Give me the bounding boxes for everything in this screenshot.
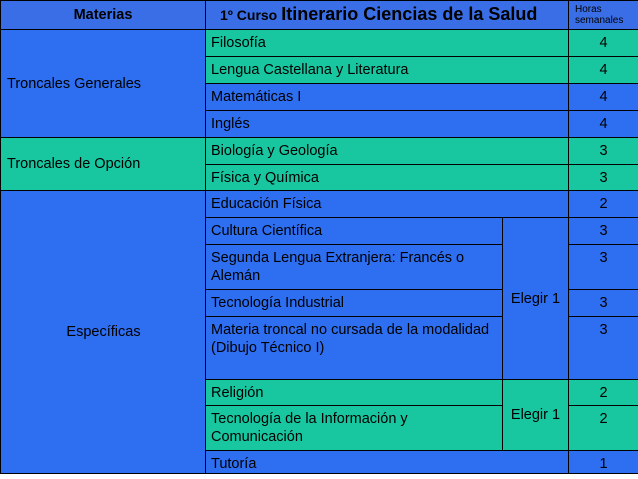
header-curso: 1º Curso [220, 7, 278, 23]
hours-cell: 3 [569, 218, 638, 245]
subject-cell: Tecnología Industrial [206, 290, 503, 317]
header-title [206, 1, 569, 30]
hours-cell: 4 [569, 57, 638, 84]
hours-cell: 4 [569, 84, 638, 111]
elegir-2-cell: Elegir 1 [503, 380, 569, 451]
subject-cell: Educación Física [206, 191, 569, 218]
subject-cell: Inglés [206, 111, 569, 138]
header-row [1, 1, 638, 30]
subject-cell: Religión [206, 380, 503, 406]
subject-cell: Filosofía [206, 30, 569, 57]
subject-cell: Cultura Científica [206, 218, 503, 245]
hours-cell: 3 [569, 165, 638, 191]
elegir-1-cell: Elegir 1 [503, 218, 569, 380]
hours-cell: 1 [569, 451, 638, 474]
subject-cell: Tutoría [206, 451, 569, 474]
subject-cell: Biología y Geología [206, 138, 569, 165]
hours-cell: 2 [569, 406, 638, 451]
hours-cell: 3 [569, 138, 638, 165]
group-troncales-opcion: Troncales de Opción [1, 138, 206, 191]
table-row [1, 138, 638, 165]
table-row [1, 30, 638, 57]
subject-cell: Física y Química [206, 165, 569, 191]
hours-cell: 4 [569, 30, 638, 57]
hours-cell: 4 [569, 111, 638, 138]
hours-cell: 3 [569, 317, 638, 380]
table-row [1, 191, 638, 218]
subject-cell: Materia troncal no cursada de la modalidad (Dibujo Técnico I) [206, 317, 503, 380]
group-troncales-generales: Troncales Generales [1, 30, 206, 138]
subject-cell: Lengua Castellana y Literatura [206, 57, 569, 84]
subject-cell: Segunda Lengua Extranjera: Francés o Alemán [206, 245, 503, 290]
header-itinerario: Itinerario Ciencias de la Salud [281, 4, 538, 24]
hours-cell: 3 [569, 290, 638, 317]
hours-cell: 3 [569, 245, 638, 290]
header-materias: Materias [1, 1, 206, 30]
hours-cell: 2 [569, 191, 638, 218]
group-especificas: Específicas [1, 191, 206, 474]
header-horas: Horas semanales [569, 1, 638, 30]
subject-cell: Tecnología de la Información y Comunicación [206, 406, 503, 451]
hours-cell: 2 [569, 380, 638, 406]
subject-cell: Matemáticas I [206, 84, 569, 111]
